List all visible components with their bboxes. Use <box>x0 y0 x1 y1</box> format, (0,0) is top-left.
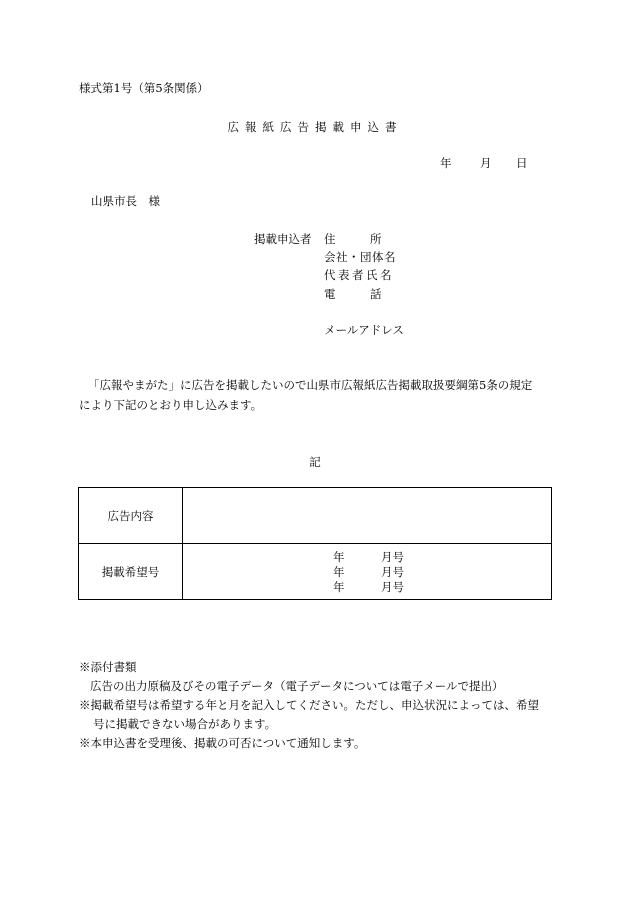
addressee: 山県市長 様 <box>91 194 160 208</box>
applicant-email-label: メールアドレス <box>324 323 404 337</box>
table-row-date <box>79 544 551 599</box>
page-title: 広報紙広告掲載申込書 <box>227 120 403 134</box>
applicant-representative-label: 代表者氏名 <box>324 268 394 282</box>
applicant-label: 掲載申込者 <box>254 232 312 246</box>
content-label: 広告内容 <box>79 488 183 543</box>
date-day: 日 <box>516 156 528 170</box>
note-1-line-2: 号に掲載できない場合があります。 <box>93 717 277 731</box>
application-table <box>78 487 552 600</box>
ki-heading: 記 <box>309 455 321 469</box>
applicant-phone-label: 電 話 <box>324 287 382 301</box>
attachment-heading: ※添付書類 <box>79 660 137 674</box>
date-label: 掲載希望号 <box>79 544 183 599</box>
applicant-address-label: 住 所 <box>324 232 382 246</box>
body-text-line-1: 「広報やまがた」に広告を掲載したいので山県市広報紙広告掲載取扱要綱第5条の規定 <box>88 378 533 392</box>
month-entry: 年 月号 <box>333 580 404 594</box>
table-row-content <box>79 488 551 544</box>
attachment-detail: 広告の出力原稿及びその電子データ（電子データについては電子メールで提出） <box>90 679 504 693</box>
month-entry: 年 月号 <box>333 565 404 579</box>
note-2: ※本申込書を受理後、掲載の可否について通知します。 <box>79 736 366 750</box>
content-field[interactable] <box>183 488 551 543</box>
note-1-line-1: ※掲載希望号は希望する年と月を記入してください。ただし、申込状況によっては、希望 <box>79 698 539 712</box>
form-number: 様式第1号（第5条関係） <box>79 81 209 95</box>
applicant-company-label: 会社・団体名 <box>324 250 396 264</box>
date-month: 月 <box>480 156 492 170</box>
month-entry: 年 月号 <box>333 550 404 564</box>
date-year: 年 <box>440 156 452 170</box>
date-field[interactable] <box>183 544 551 599</box>
body-text-line-2: により下記のとおり申し込みます。 <box>79 398 263 412</box>
date-line <box>440 155 528 171</box>
